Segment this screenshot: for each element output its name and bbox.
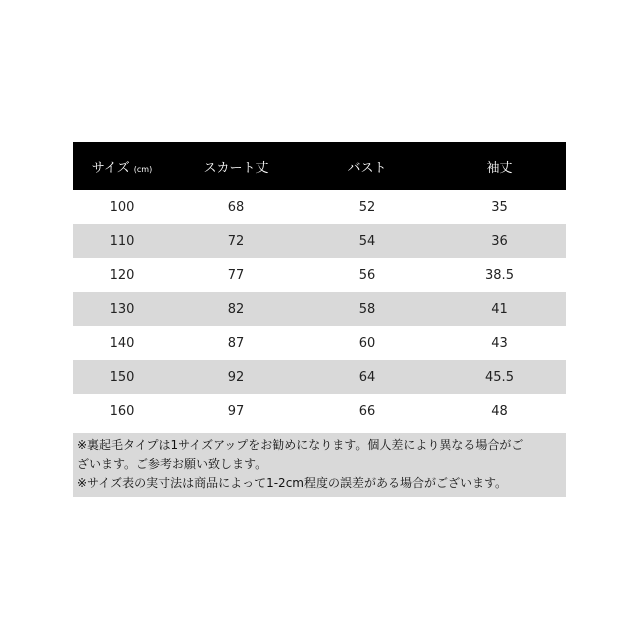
cell-skirt-length: 87	[227, 335, 245, 351]
header-size	[73, 142, 171, 190]
table-row	[73, 224, 566, 258]
table-row	[73, 292, 566, 326]
table-row	[73, 258, 566, 292]
cell-skirt-length: 92	[227, 369, 245, 385]
cell-bust: 52	[358, 199, 376, 215]
header-skirt-length: スカート丈	[203, 160, 269, 176]
cell-size: 150	[109, 369, 135, 385]
cell-sleeve-length: 36	[491, 233, 508, 249]
cell-skirt-length: 68	[227, 199, 245, 215]
cell-bust: 60	[358, 335, 376, 351]
cell-skirt-length: 82	[227, 301, 245, 317]
cell-size: 120	[109, 267, 135, 283]
cell-sleeve-length: 45.5	[485, 369, 514, 385]
cell-size: 130	[109, 301, 135, 317]
table-header	[73, 142, 566, 190]
cell-sleeve-length: 48	[491, 403, 508, 419]
cell-skirt-length: 72	[227, 233, 245, 249]
header-size-label: サイズ	[91, 160, 130, 176]
table-row	[73, 326, 566, 360]
cell-bust: 58	[358, 301, 376, 317]
cell-size: 100	[109, 199, 135, 215]
cell-skirt-length: 97	[227, 403, 245, 419]
cell-bust: 64	[358, 369, 376, 385]
note-line: ※サイズ表の実寸法は商品によって1-2cm程度の誤差がある場合がございます。	[77, 476, 508, 490]
cell-bust: 66	[358, 403, 376, 419]
note-line: ざいます。ご参考お願い致します。	[77, 457, 268, 471]
cell-size: 140	[109, 335, 135, 351]
notes-box	[73, 433, 566, 497]
header-sleeve-length: 袖丈	[486, 160, 513, 176]
table-body	[73, 190, 566, 428]
cell-size: 160	[109, 403, 135, 419]
cell-bust: 56	[358, 267, 376, 283]
cell-sleeve-length: 41	[491, 301, 508, 317]
cell-size: 110	[109, 233, 135, 249]
cell-skirt-length: 77	[227, 267, 245, 283]
table-row	[73, 190, 566, 224]
header-row	[73, 142, 566, 190]
header-bust: バスト	[347, 160, 387, 176]
table-row	[73, 394, 566, 428]
header-size-unit: (cm)	[133, 164, 153, 174]
cell-sleeve-length: 38.5	[485, 267, 514, 283]
cell-sleeve-length: 43	[491, 335, 508, 351]
size-chart	[73, 142, 566, 497]
size-table	[73, 142, 566, 428]
table-row	[73, 360, 566, 394]
cell-bust: 54	[358, 233, 376, 249]
note-line: ※裏起毛タイプは1サイズアップをお勧めになります。個人差により異なる場合がご	[77, 438, 524, 452]
cell-sleeve-length: 35	[491, 199, 508, 215]
